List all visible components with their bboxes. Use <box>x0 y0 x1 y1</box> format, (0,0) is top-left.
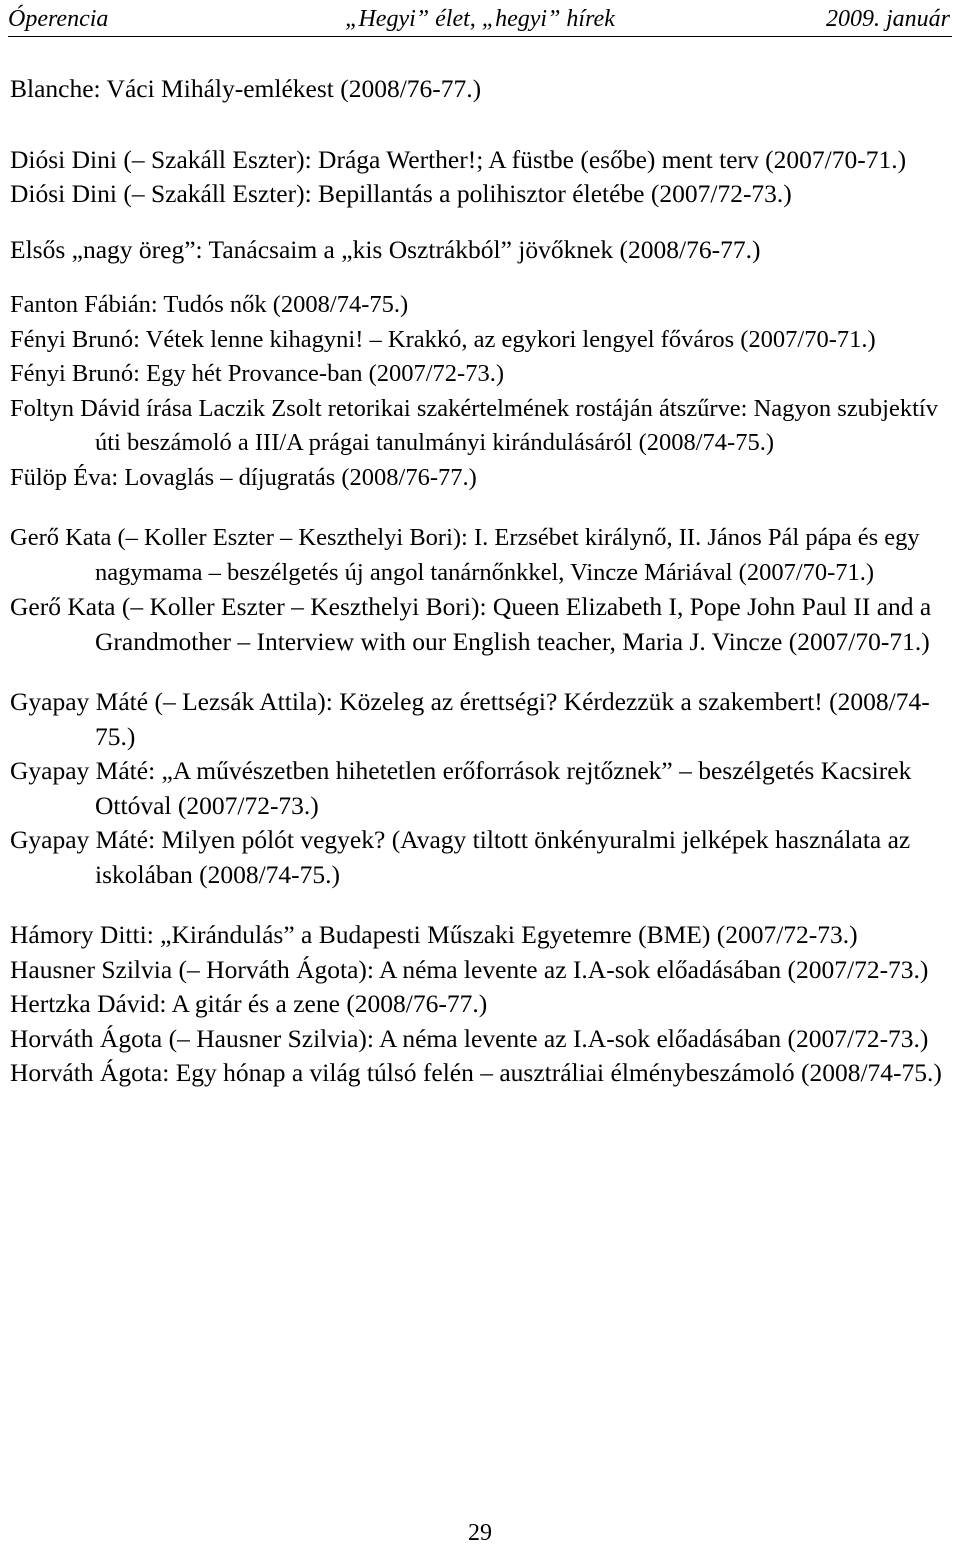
list-item: Gyapay Máté (– Lezsák Attila): Közeleg az érettségi? Kérdezzük a szakembert! (2008/74-75.) <box>10 687 930 751</box>
list-item: Elsős „nagy öreg”: Tanácsaim a „kis Osztrákból” jövőknek (2008/76-77.) <box>10 234 761 264</box>
list-item: Fényi Brunó: Vétek lenne kihagyni! – Krakkó, az egykori lengyel főváros (2007/70-71.) <box>10 325 876 353</box>
header-left-title: Óperencia <box>8 6 109 32</box>
list-item: Fülöp Éva: Lovaglás – díjugratás (2008/76-77.) <box>10 463 477 491</box>
page-number: 29 <box>468 1520 492 1546</box>
list-item: Hausner Szilvia (– Horváth Ágota): A néma levente az I.A-sok előadásában (2007/72-73.) <box>10 954 929 984</box>
list-item: Blanche: Váci Mihály-emlékest (2008/76-77.) <box>10 74 482 103</box>
list-item: Gerő Kata (– Koller Eszter – Keszthelyi Bori): Queen Elizabeth I, Pope John Paul II and a Grandmother – Interview with our English teacher, Maria J. Vincze (2007/70-71.) <box>10 592 932 656</box>
list-item: Fanton Fábián: Tudós nők (2008/74-75.) <box>10 291 409 318</box>
list-item: Gyapay Máté: Milyen pólót vegyek? (Avagy tiltott önkényuralmi jelképek használata az iskolában (2008/74-75.) <box>10 825 911 889</box>
list-item: Fényi Brunó: Egy hét Provance-ban (2007/72-73.) <box>10 360 504 387</box>
header-date: 2009. január <box>825 6 950 32</box>
list-item: Diósi Dini (– Szakáll Eszter): Drága Werther!; A füstbe (esőbe) ment terv (2007/70-71.) <box>10 144 907 174</box>
bibliography-list <box>10 72 946 1091</box>
list-item: Hertzka Dávid: A gitár és a zene (2008/76-77.) <box>10 989 488 1018</box>
list-item: Gyapay Máté: „A művészetben hihetetlen erőforrások rejtőznek” – beszélgetés Kacsirek Ottóval (2007/72-73.) <box>10 756 912 820</box>
running-header <box>8 4 952 37</box>
list-item: Hámory Ditti: „Kirándulás” a Budapesti Műszaki Egyetemre (BME) (2007/72-73.) <box>10 920 858 949</box>
list-item: Diósi Dini (– Szakáll Eszter): Bepillantás a polihisztor életébe (2007/72-73.) <box>10 179 792 208</box>
list-item: Foltyn Dávid írása Laczik Zsolt retorikai szakértelmének rostáján átszűrve: Nagyon szubjektív úti beszámoló a III/A prágai tanulmányi kirándulásáról (2008/74-75.) <box>10 394 938 456</box>
header-center-title: „Hegyi” élet, „hegyi” hírek <box>345 6 615 32</box>
list-item: Horváth Ágota (– Hausner Szilvia): A néma levente az I.A-sok előadásában (2007/72-73.) <box>10 1023 929 1053</box>
list-item: Gerő Kata (– Koller Eszter – Keszthelyi Bori): I. Erzsébet királynő, II. János Pál pápa és egy nagymama – beszélgetés új angol tanárnőnkkel, Vincze Máriával (2007/70-71.) <box>10 524 920 586</box>
list-item: Horváth Ágota: Egy hónap a világ túlsó felén – ausztráliai élménybeszámoló (2008/74-75.) <box>10 1058 942 1087</box>
